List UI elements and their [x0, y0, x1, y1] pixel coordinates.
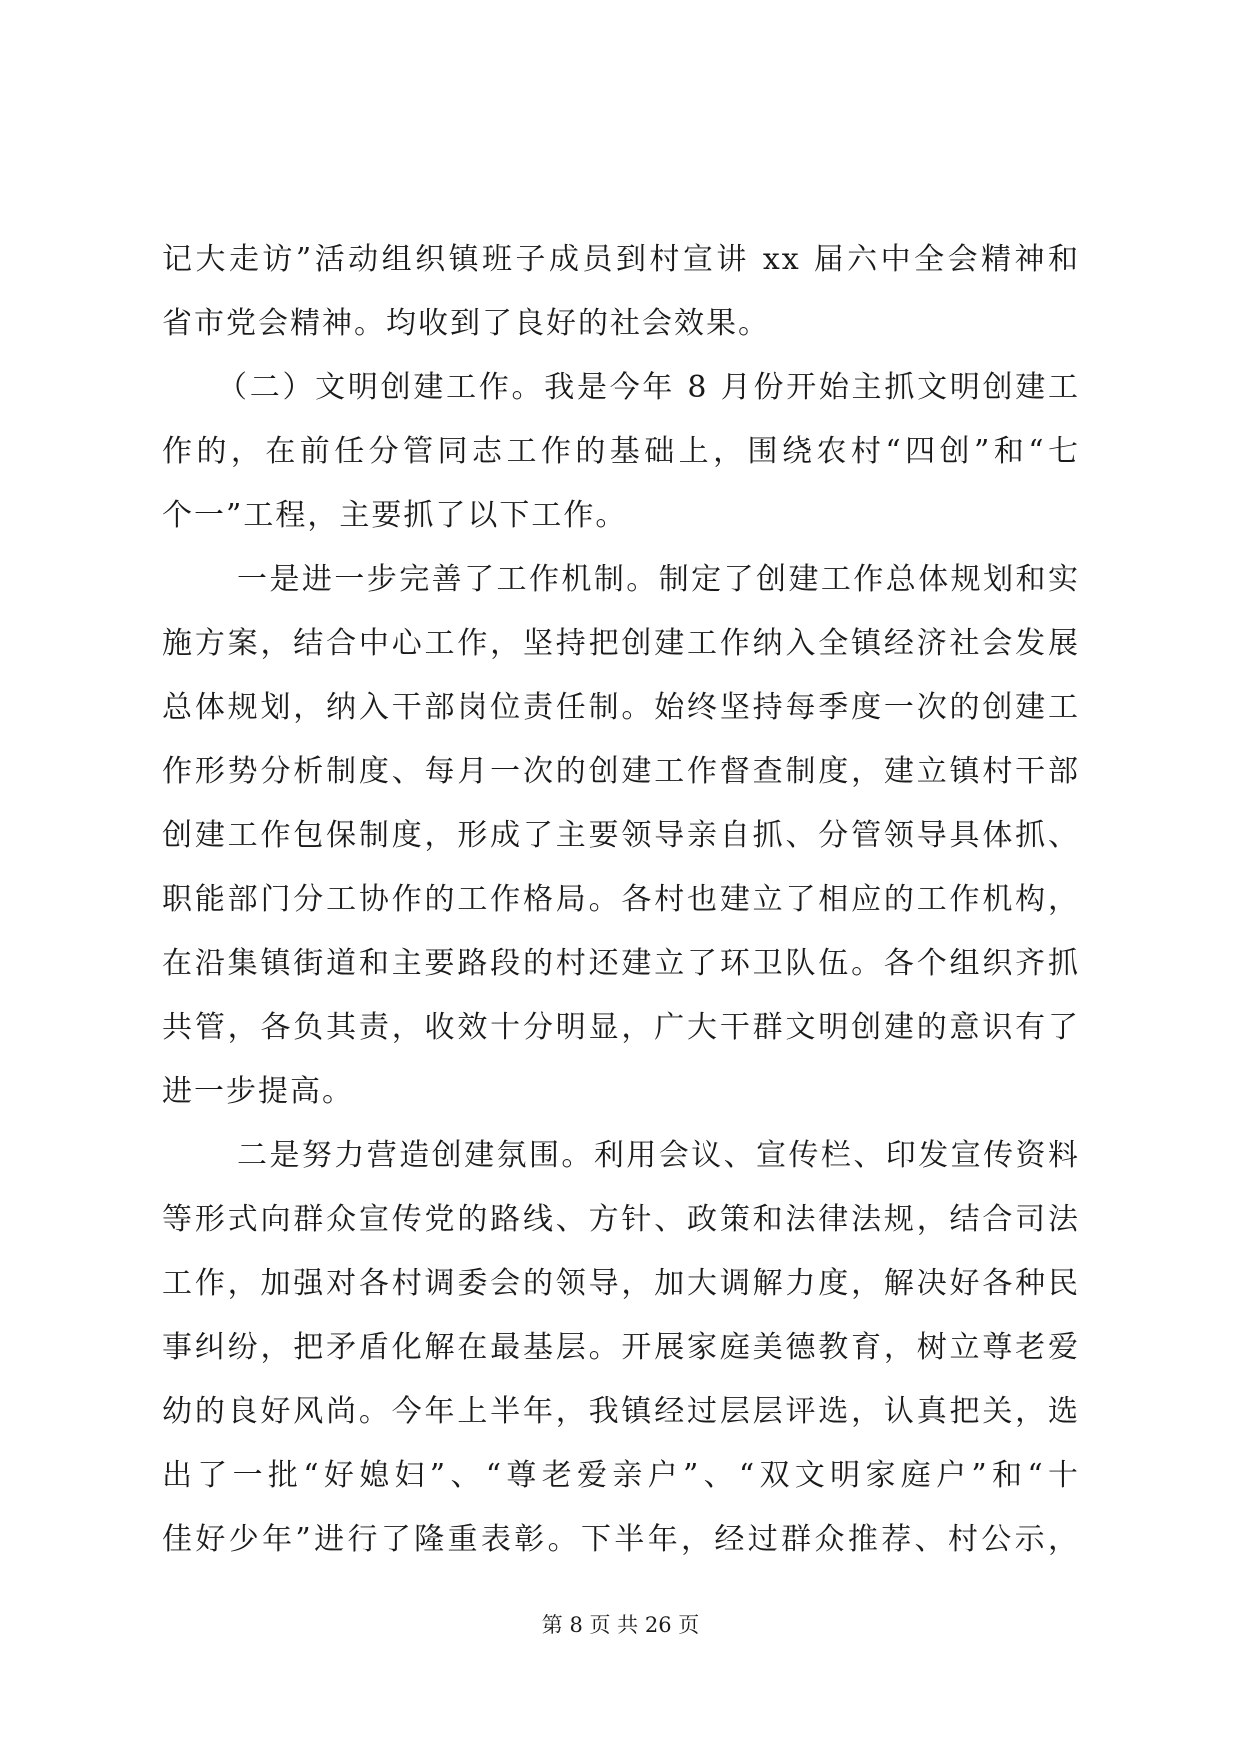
text-line-18: 事纠纷，把矛盾化解在最基层。开展家庭美德教育，树立尊老爱: [162, 1330, 1080, 1365]
text-line-6: 一是进一步完善了工作机制。制定了创建工作总体规划和实: [237, 562, 1080, 597]
text-line-11: 职能部门分工协作的工作格局。各村也建立了相应的工作机构，: [162, 882, 1080, 917]
text-line-5: 个一”工程，主要抓了以下工作。: [162, 498, 628, 533]
text-line-9: 作形势分析制度、每月一次的创建工作督查制度，建立镇村干部: [162, 754, 1080, 789]
text-line-13: 共管，各负其责，收效十分明显，广大干群文明创建的意识有了: [162, 1010, 1080, 1045]
text-line-16: 等形式向群众宣传党的路线、方针、政策和法律法规，结合司法: [162, 1202, 1080, 1237]
text-line-10: 创建工作包保制度，形成了主要领导亲自抓、分管领导具体抓、: [162, 818, 1080, 853]
page-footer: [0, 1610, 1241, 1640]
page-indicator: 第 8 页 共 26 页: [541, 1613, 700, 1637]
text-line-15: 二是努力营造创建氛围。利用会议、宣传栏、印发宣传资料: [237, 1138, 1080, 1173]
text-line-14: 进一步提高。: [162, 1074, 354, 1109]
text-line-12: 在沿集镇街道和主要路段的村还建立了环卫队伍。各个组织齐抓: [162, 946, 1080, 981]
text-line-8: 总体规划，纳入干部岗位责任制。始终坚持每季度一次的创建工: [162, 690, 1080, 725]
document-body: [162, 228, 1080, 1572]
text-line-17: 工作，加强对各村调委会的领导，加大调解力度，解决好各种民: [162, 1266, 1080, 1301]
text-line-3: （二）文明创建工作。我是今年 8 月份开始主抓文明创建工: [217, 370, 1080, 405]
text-line-1: 记大走访”活动组织镇班子成员到村宣讲 xx 届六中全会精神和: [162, 242, 1080, 277]
text-line-21: 佳好少年”进行了隆重表彰。下半年，经过群众推荐、村公示，: [162, 1522, 1080, 1557]
text-line-20: 出了一批“好媳妇”、“尊老爱亲户”、“双文明家庭户”和“十: [162, 1458, 1080, 1493]
text-line-7: 施方案，结合中心工作，坚持把创建工作纳入全镇经济社会发展: [162, 626, 1080, 661]
text-line-19: 幼的良好风尚。今年上半年，我镇经过层层评选，认真把关，选: [162, 1394, 1080, 1429]
text-line-2: 省市党会精神。均收到了良好的社会效果。: [162, 306, 770, 341]
text-line-4: 作的，在前任分管同志工作的基础上，围绕农村“四创”和“七: [162, 434, 1080, 469]
